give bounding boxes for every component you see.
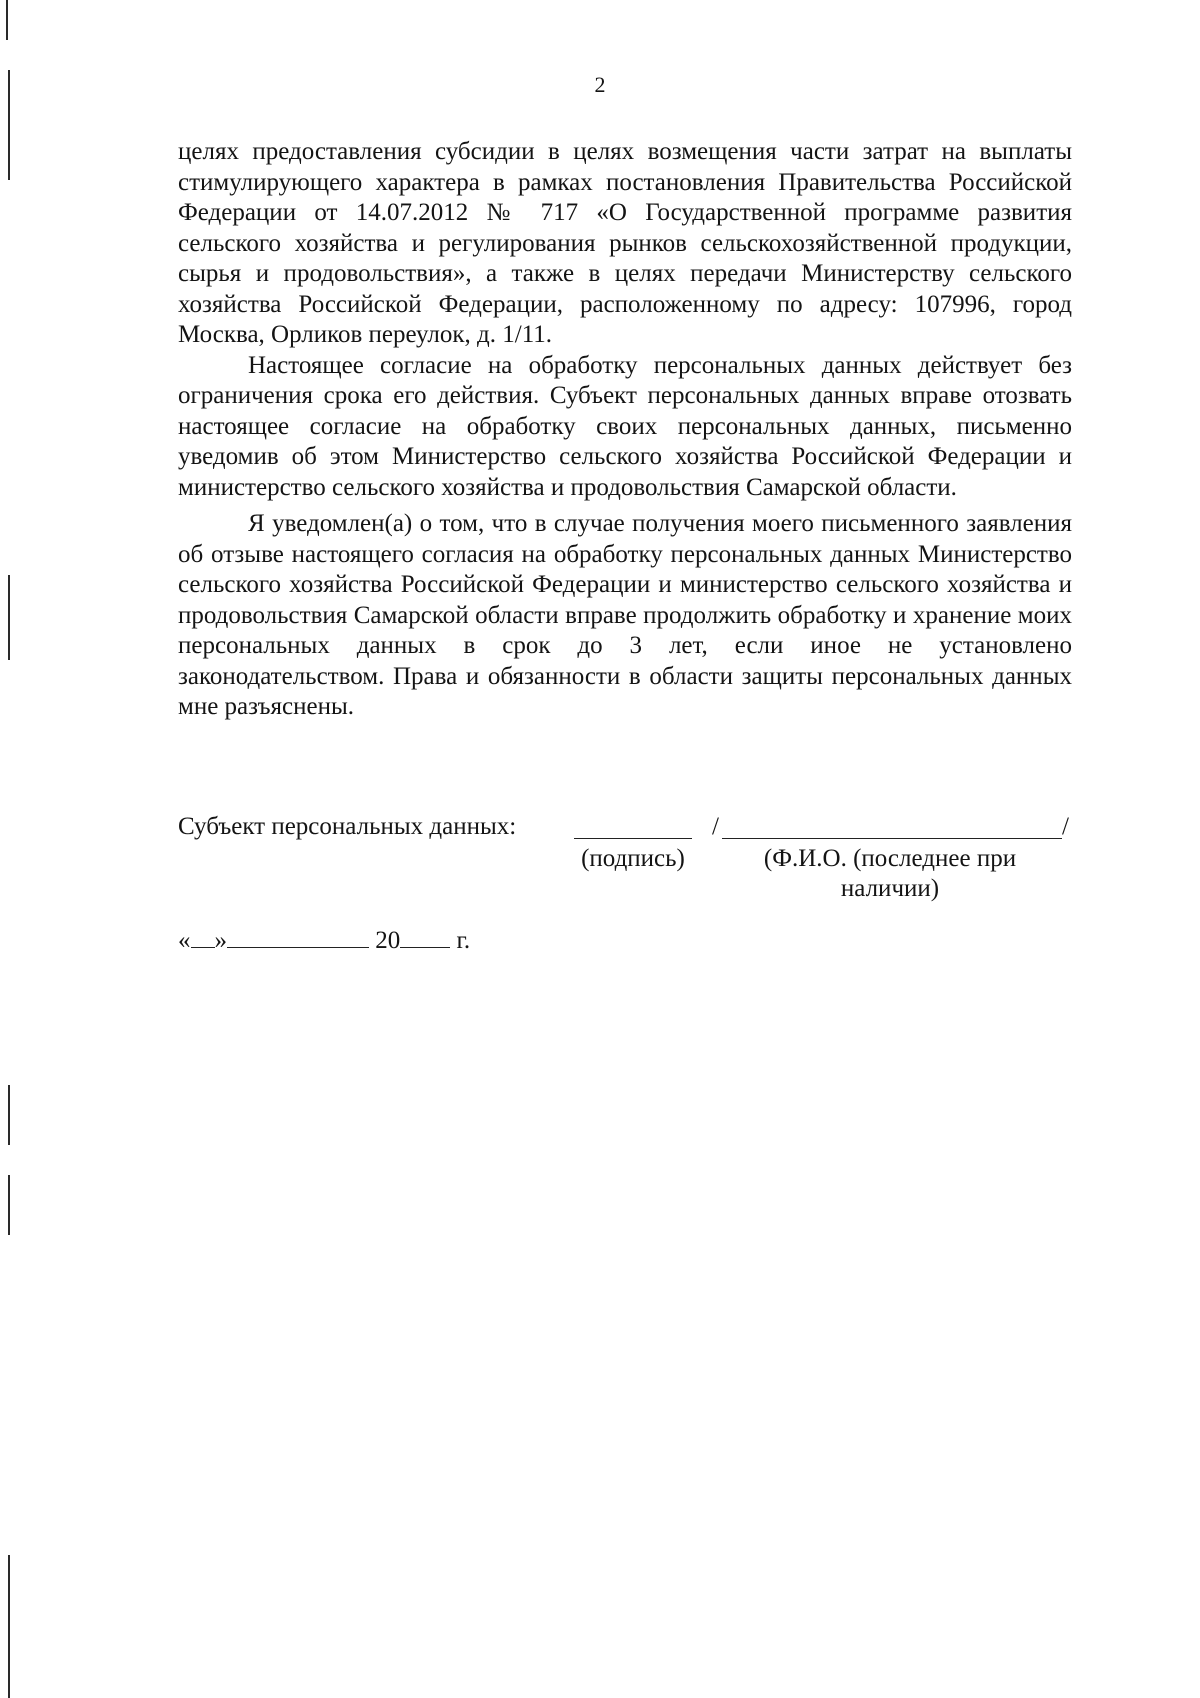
date-field bbox=[178, 926, 470, 956]
paragraph-withdrawal-notice: Я уведомлен(а) о том, что в случае получения моего письменного заявления об отзыве настоящего согласия на обработку персональных данных Министерство сельского хозяйства Российской Федерации и министерство сельского хозяйства и продовольствия Самарской области вправе продолжить обработку и хранение моих персональных данных в срок до 3 лет, если иное не установлено законодательством. Права и обязанности в области защиты персональных данных мне разъяснены. bbox=[178, 510, 1072, 720]
year-blank bbox=[400, 927, 450, 948]
page-number: 2 bbox=[594, 72, 606, 97]
name-open-slash: / bbox=[712, 813, 719, 840]
scan-edge-mark bbox=[8, 1555, 10, 1698]
paragraph-purpose: целях предоставления субсидии в целях возмещения части затрат на выплаты стимулирующего характера в рамках постановления Правительства Российской Федерации от 14.07.2012 № 717 «О Государственной программе развития сельского хозяйства и регулирования рынков сельскохозяйственной продукции, сырья и продовольствия», а также в целях передачи Министерству сельского хозяйства Российской Федерации, расположенному по адресу: 107996, город Москва, Орликов переулок, д. 1/11. bbox=[178, 138, 1072, 348]
date-close-quote: » bbox=[214, 927, 227, 954]
scan-edge-mark bbox=[8, 1085, 10, 1145]
paragraph-consent-duration: Настоящее согласие на обработку персональных данных действует без ограничения срока его действия. Субъект персональных данных вправе отозвать настоящее согласие на обработку своих персональных данных, письменно уведомив об этом Министерство сельского хозяйства Российской Федерации и министерство сельского хозяйства и продовольствия Самарской области. bbox=[178, 351, 1072, 501]
month-blank bbox=[227, 927, 369, 948]
signature-caption: (подпись) bbox=[581, 845, 685, 872]
scan-edge-mark bbox=[6, 0, 8, 40]
date-open-quote: « bbox=[178, 927, 191, 954]
name-caption-line2: наличии) bbox=[840, 875, 940, 902]
scan-edge-mark bbox=[8, 1175, 10, 1235]
year-prefix: 20 bbox=[375, 927, 401, 954]
name-blank-line bbox=[722, 838, 1062, 839]
scan-edge-mark bbox=[8, 575, 10, 660]
name-close-slash: / bbox=[1062, 813, 1069, 840]
signature-label: Субъект персональных данных: bbox=[178, 813, 517, 840]
signature-blank-line bbox=[574, 838, 692, 839]
name-caption-line1: (Ф.И.О. (последнее при bbox=[763, 845, 1017, 872]
document-body bbox=[178, 137, 1072, 723]
day-blank bbox=[191, 927, 215, 948]
year-suffix: г. bbox=[456, 927, 471, 954]
